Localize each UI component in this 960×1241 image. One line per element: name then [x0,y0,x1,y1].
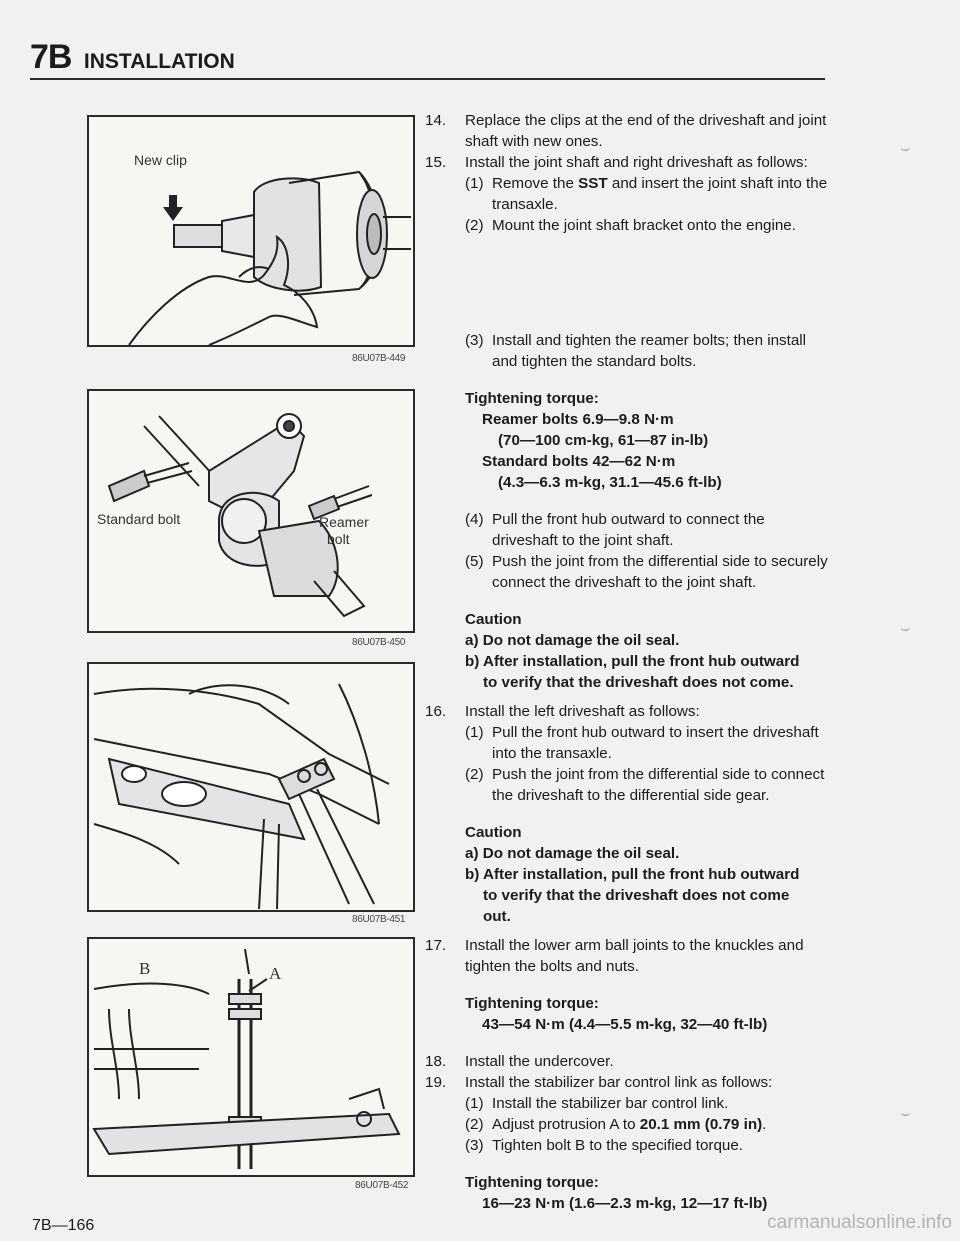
figure-stabilizer-link [87,937,415,1177]
figure-label-b: B [139,959,151,978]
figure-label-new-clip: New clip [134,152,187,168]
step-16-sub-2: (2) Push the joint from the differential side to connect the driveshaft to the differential side gear. [465,766,825,804]
step-15-sub-4: (4) Pull the front hub outward to connect the driveshaft to the joint shaft. [465,511,765,549]
page-number: 7B—166 [32,1217,95,1234]
step-17: 17. Install the lower arm ball joints to the knuckles and tighten the bolts and nuts. [425,937,804,975]
instruction-column [425,110,830,1214]
figure-code: 86U07B-451 [352,914,406,925]
scan-mark: ⌣ [900,140,911,157]
scan-mark: ⌣ [900,620,911,637]
section-number: 7B [30,38,72,76]
step-19-sub-1: (1) Install the stabilizer bar control link. [465,1095,729,1112]
torque-spec-stabilizer: Tightening torque: 16—23 N·m (1.6—2.3 m-kg, 12—17 ft-lb) [465,1174,768,1212]
figure-label-reamer: Reamer [319,514,369,530]
figure-lower-arm [87,662,415,912]
step-16: 16. Install the left driveshaft as follows: [425,703,700,720]
arrow-down-icon [163,195,183,221]
figure-label-bolt: bolt [327,531,350,547]
section-title: INSTALLATION [83,50,235,73]
step-15-sub-3: (3) Install and tighten the reamer bolts; then install and tighten the standard bolts. [465,332,807,370]
step-14: 14. Replace the clips at the end of the driveshaft and joint shaft with new ones. [425,112,827,150]
step-16-sub-1: (1) Pull the front hub outward to insert the driveshaft into the transaxle. [465,724,819,762]
caution-left-driveshaft: Caution a) Do not damage the oil seal. b) After installation, pull the front hub outward to verify that the driveshaft does not come out. [465,824,800,925]
torque-spec-bracket: Tightening torque: Reamer bolts 6.9—9.8 N·m (70—100 cm-kg, 61—87 in-lb) Standard bolts 42—62 N·m (4.3—6.3 m-kg, 31.1—45.6 ft-lb) [465,390,722,491]
lower-arm-illustration [89,664,413,910]
figure-label-standard-bolt: Standard bolt [97,511,181,527]
step-19-sub-3: (3) Tighten bolt B to the specified torque. [465,1137,744,1154]
section-header [30,38,235,77]
torque-spec-ball-joint: Tightening torque: 43—54 N·m (4.4—5.5 m-kg, 32—40 ft-lb) [465,995,768,1033]
step-15-sub-1: (1) Remove the SST and insert the joint shaft into the transaxle. [465,175,828,213]
figure-code: 86U07B-449 [352,353,406,364]
step-15: 15. Install the joint shaft and right driveshaft as follows: [425,154,808,171]
caution-right-driveshaft: Caution a) Do not damage the oil seal. b) After installation, pull the front hub outward to verify that the driveshaft does not come. [465,611,800,691]
step-19-sub-2: (2) Adjust protrusion A to 20.1 mm (0.79 in). [465,1116,767,1133]
figure-label-a: A [269,964,282,983]
figure-code: 86U07B-452 [355,1180,409,1191]
watermark: carmanualsonline.info [767,1212,952,1233]
step-15-sub-2: (2) Mount the joint shaft bracket onto the engine. [465,217,796,234]
figure-code: 86U07B-450 [352,637,406,648]
scan-mark: ⌣ [900,1105,911,1122]
step-15-sub-5: (5) Push the joint from the differential side to securely connect the driveshaft to the joint shaft. [465,553,828,591]
step-19: 19. Install the stabilizer bar control link as follows: [425,1074,773,1091]
figure-new-clip [87,115,415,347]
header-rule [30,78,825,80]
figure-bracket-bolts [87,389,415,633]
stabilizer-link-illustration [89,939,413,1175]
step-18: 18. Install the undercover. [425,1053,614,1070]
